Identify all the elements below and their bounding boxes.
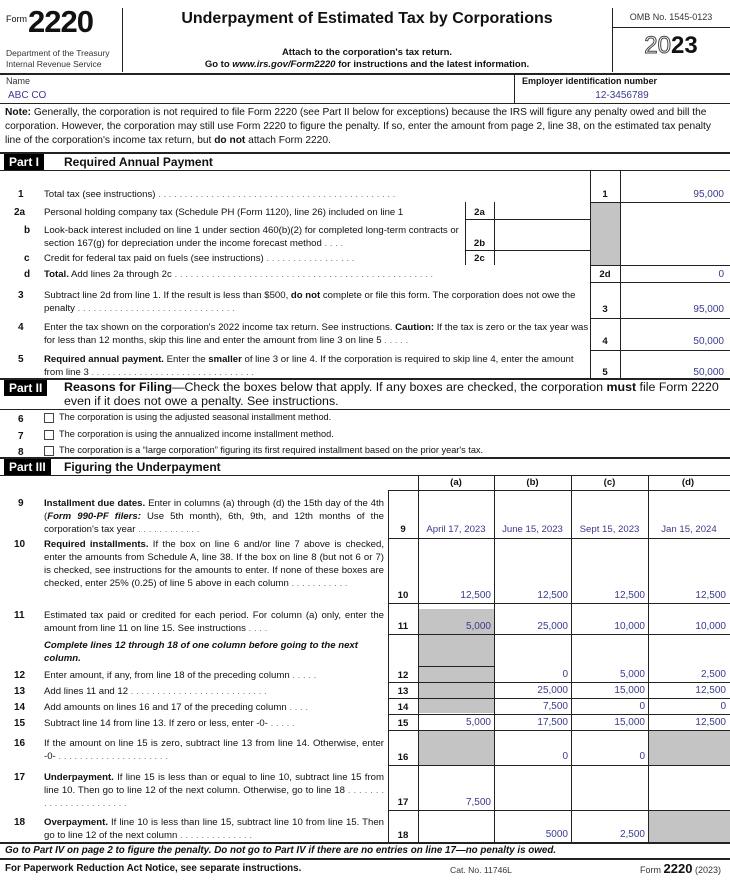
line-15-col-b[interactable]: 17,500 — [537, 717, 568, 728]
line-13-col-b[interactable]: 25,000 — [537, 685, 568, 696]
line-4-num: 4 — [18, 322, 24, 333]
line-2d-num: d — [24, 269, 31, 280]
part3-tag: Part III — [4, 459, 51, 475]
irs-link[interactable]: www.irs.gov/Form2220 — [232, 59, 336, 70]
line-9-col-a[interactable]: April 17, 2023 — [426, 524, 486, 535]
line-5-text: Required annual payment. Enter the smaller of line 3 or line 4. If the corporation is required to skip line 4, enter the amount from line 3 . . . . . . . . . . . . . . . . . . . . . . . . . . . . . . . — [44, 354, 574, 378]
line-15-col-c[interactable]: 15,000 — [614, 717, 645, 728]
line-18-col-c[interactable]: 2,500 — [619, 829, 645, 840]
line-12-text: Enter amount, if any, from line 18 of the preceding column . . . . . — [44, 670, 317, 681]
line-8-num: 8 — [18, 447, 24, 458]
line-5-box: 5 — [602, 367, 608, 378]
line-14-box: 14 — [397, 702, 409, 713]
line-11-col-a[interactable]: 5,000 — [465, 621, 491, 632]
line-7-checkbox[interactable] — [44, 430, 54, 440]
line-5-value[interactable]: 50,000 — [693, 367, 724, 378]
line-8-text: The corporation is a “large corporation” figuring its first required installment based on the prior year's tax. — [59, 445, 484, 455]
line-11-num: 11 — [14, 610, 25, 621]
shaded-cell-d-18 — [649, 810, 730, 842]
omb-number: OMB No. 1545-0123 — [629, 12, 713, 22]
paperwork-notice: For Paperwork Reduction Act Notice, see separate instructions. — [5, 863, 302, 874]
line-18-text: Overpayment. If line 10 is less than line 15, subtract line 10 from line 15. Then go to line 12 of the next column . . . . . . . . . . . . . . — [44, 817, 384, 841]
line-17-col-a[interactable]: 7,500 — [465, 797, 491, 808]
line-2a-text: Personal holding company tax (Schedule PH (Form 1120), line 26) included on line 1 — [44, 207, 404, 218]
line-2c-text: Credit for federal tax paid on fuels (see instructions) . . . . . . . . . . . . . . . . . — [44, 253, 355, 264]
line-9-col-b[interactable]: June 15, 2023 — [502, 524, 563, 535]
line-1-text: Total tax (see instructions) . . . . . . . . . . . . . . . . . . . . . . . . . . . . . . . . . . . . . . . . . . . . . — [44, 189, 396, 200]
dept-line2: Internal Revenue Service — [6, 59, 102, 69]
line-2b-num: b — [24, 225, 31, 236]
line-8-checkbox[interactable] — [44, 446, 54, 456]
line-18-num: 18 — [14, 817, 26, 828]
line-2d-value[interactable]: 0 — [718, 269, 724, 280]
line-10-col-a[interactable]: 12,500 — [460, 590, 491, 601]
line-16-col-b[interactable]: 0 — [562, 751, 568, 762]
form-footer-label: Form 2220 (2023) — [640, 861, 721, 876]
col-b-header: (b) — [526, 477, 539, 488]
goto-instruction: Go to www.irs.gov/Form2220 for instructions and the latest information. — [204, 59, 530, 70]
line-15-num: 15 — [14, 718, 26, 729]
line-4-value[interactable]: 50,000 — [693, 336, 724, 347]
line-6-text: The corporation is using the adjusted seasonal installment method. — [59, 412, 332, 422]
line-13-num: 13 — [14, 686, 26, 697]
line-11-text: Estimated tax paid or credited for each period. For column (a) only, enter the amount from line 11 on line 15. See instructions . . . . — [44, 610, 384, 634]
line-15-col-d[interactable]: 12,500 — [695, 717, 726, 728]
line-9-text: Installment due dates. Enter in columns (a) through (d) the 15th day of the 4th (Form 990-PF filers: Use 5th month), 6th, 9th, and 12th months of the corporation's tax year . . . . . . . . . . . . — [44, 498, 385, 535]
form-number: 2220 — [28, 4, 93, 39]
line-1-box: 1 — [602, 189, 608, 200]
line-2b-box: 2b — [473, 238, 486, 249]
agency-name — [6, 48, 109, 70]
line-10-text: Required installments. If the box on line 6 and/or line 7 above is checked, enter the amounts from Schedule A, line 38. If the box on line 8 (but not 6 or 7) is checked, see instructions for the amounts to enter. If none of these boxes are checked, enter 25% (0.25) of line 5 above in each column . . . . . . . . . . . — [44, 539, 385, 589]
line-2c-box: 2c — [474, 253, 485, 264]
line-14-col-c[interactable]: 0 — [639, 701, 645, 712]
line-16-col-c[interactable]: 0 — [639, 751, 645, 762]
line-13-col-c[interactable]: 15,000 — [614, 685, 645, 696]
line-12-col-b[interactable]: 0 — [562, 669, 568, 680]
line-12-col-c[interactable]: 5,000 — [619, 669, 645, 680]
part3-title: Figuring the Underpayment — [64, 460, 221, 474]
line-16-box: 16 — [397, 752, 409, 763]
part1-title: Required Annual Payment — [64, 155, 213, 169]
line-10-col-d[interactable]: 12,500 — [695, 590, 726, 601]
line-1-num: 1 — [18, 189, 24, 200]
form-title: Underpayment of Estimated Tax by Corporations — [181, 10, 553, 27]
line-13-col-d[interactable]: 12,500 — [695, 685, 726, 696]
line-3-box: 3 — [602, 304, 608, 315]
line-13-box: 13 — [397, 686, 409, 697]
line-11-col-d[interactable]: 10,000 — [695, 621, 726, 632]
line-2d-box: 2d — [599, 269, 611, 280]
name-field[interactable]: ABC CO — [8, 90, 47, 101]
tax-year: 2023 — [644, 32, 698, 59]
line-9-col-d[interactable]: Jan 15, 2024 — [661, 524, 717, 535]
line-11-box: 11 — [397, 621, 409, 632]
line-16-text: If the amount on line 15 is zero, subtract line 13 from line 14. Otherwise, enter -0- . . . . . . . . . . . . . . . . . . . . . — [44, 738, 384, 762]
part2-tag: Part II — [4, 380, 47, 396]
line-14-text: Add amounts on lines 16 and 17 of the preceding column . . . . — [44, 702, 309, 713]
line-4-text: Enter the tax shown on the corporation's 2022 income tax return. See instructions. Caution: If the tax is zero or the tax year was for less than 12 months, skip this line and enter the amount from line 3 on line 5 . . . . . — [44, 322, 589, 346]
line-1-value[interactable]: 95,000 — [693, 189, 724, 200]
col-d-header: (d) — [681, 477, 695, 488]
line-10-num: 10 — [14, 539, 26, 550]
line-7-num: 7 — [18, 431, 24, 442]
line-12-col-d[interactable]: 2,500 — [700, 669, 726, 680]
line-6-num: 6 — [18, 414, 24, 425]
line-10-col-c[interactable]: 12,500 — [614, 590, 645, 601]
col-c-header: (c) — [603, 477, 616, 488]
line-2c-num: c — [24, 253, 30, 264]
col-a-header: (a) — [450, 477, 462, 488]
line-12-num: 12 — [14, 670, 26, 681]
name-label: Name — [6, 76, 31, 86]
dept-line1: Department of the Treasury — [6, 48, 110, 58]
line-2a-box: 2a — [474, 207, 485, 218]
line-6-checkbox[interactable] — [44, 413, 54, 423]
line-18-col-b[interactable]: 5000 — [545, 829, 568, 840]
note-text: Note: Generally, the corporation is not required to file Form 2220 (see Part II below for exceptions) because the IRS will figure any penalty owed and bill the corporation. However, the corporation may still use Form 2220 to figure the penalty. If so, enter the amount from page 2, line 38, on the estimated tax penalty line of the corporation's income tax return, but do not attach Form 2220. — [5, 107, 711, 146]
part1-tag: Part I — [4, 154, 44, 170]
line-17-box: 17 — [397, 797, 409, 808]
line-2d-text: Total. Add lines 2a through 2c . . . . . . . . . . . . . . . . . . . . . . . . . . . . . . . . . . . . . . . . . . . . . . . . . — [44, 269, 434, 280]
line-3-num: 3 — [18, 290, 24, 301]
shaded-cell-a-16 — [419, 731, 494, 765]
line-4-box: 4 — [602, 336, 608, 347]
line-9-box: 9 — [400, 524, 406, 535]
line-18-box: 18 — [397, 830, 409, 841]
line-2a-num: 2a — [14, 207, 26, 218]
ein-field[interactable]: 12-3456789 — [595, 90, 649, 101]
line-7-text: The corporation is using the annualized income installment method. — [59, 429, 334, 439]
line-11-col-b[interactable]: 25,000 — [537, 621, 568, 632]
line-3-text: Subtract line 2d from line 1. If the result is less than $500, do not complete or file this form. The corporation does not owe the penalty . . . . . . . . . . . . . . . . . . . . . . . . . . . . . . — [44, 290, 576, 314]
line-15-col-a[interactable]: 5,000 — [465, 717, 491, 728]
line-13-text: Add lines 11 and 12 . . . . . . . . . . . . . . . . . . . . . . . . . . — [44, 686, 267, 697]
line-11-col-c[interactable]: 10,000 — [614, 621, 645, 632]
part4-instruction: Go to Part IV on page 2 to figure the penalty. Do not go to Part IV if there are no entries on line 17—no penalty is owed. — [5, 845, 557, 856]
line-17-text: Underpayment. If line 15 is less than or equal to line 10, subtract line 15 from line 10. Then go to line 12 of the next column. Otherwise, go to line 18 . . . . . . . . . . . . . . . . . . . . . . . — [44, 772, 384, 809]
line-2b-text: Look-back interest included on line 1 under section 460(b)(2) for completed long-term contracts or section 167(g) for depreciation under the income forecast method . . . . — [44, 225, 459, 249]
line-15-text: Subtract line 14 from line 13. If zero or less, enter -0- . . . . . — [44, 718, 295, 729]
shaded-cell-d-16 — [649, 731, 730, 765]
line-5-num: 5 — [18, 354, 24, 365]
form-label: Form — [6, 14, 27, 24]
line-14-col-d[interactable]: 0 — [720, 701, 726, 712]
line-16-num: 16 — [14, 738, 26, 749]
line-9-col-c[interactable]: Sept 15, 2023 — [579, 524, 640, 535]
part2-title: Reasons for Filing—Check the boxes below that apply. If any boxes are checked, the corporation must file Form 2220 even if it does not owe a penalty. See instructions. — [64, 380, 719, 408]
line-14-col-b[interactable]: 7,500 — [542, 701, 568, 712]
complete-lines-instruction: Complete lines 12 through 18 of one column before going to the next column. — [44, 640, 358, 664]
line-3-value[interactable]: 95,000 — [693, 304, 724, 315]
ein-label: Employer identification number — [522, 76, 658, 86]
line-15-box: 15 — [397, 718, 409, 729]
attach-instruction: Attach to the corporation's tax return. — [281, 47, 453, 58]
cat-number: Cat. No. 11746L — [450, 865, 512, 875]
line-10-box: 10 — [397, 590, 409, 601]
line-9-num: 9 — [18, 498, 24, 509]
line-12-box: 12 — [397, 670, 409, 681]
line-10-col-b[interactable]: 12,500 — [537, 590, 568, 601]
line-17-num: 17 — [14, 772, 26, 783]
line-14-num: 14 — [14, 702, 26, 713]
